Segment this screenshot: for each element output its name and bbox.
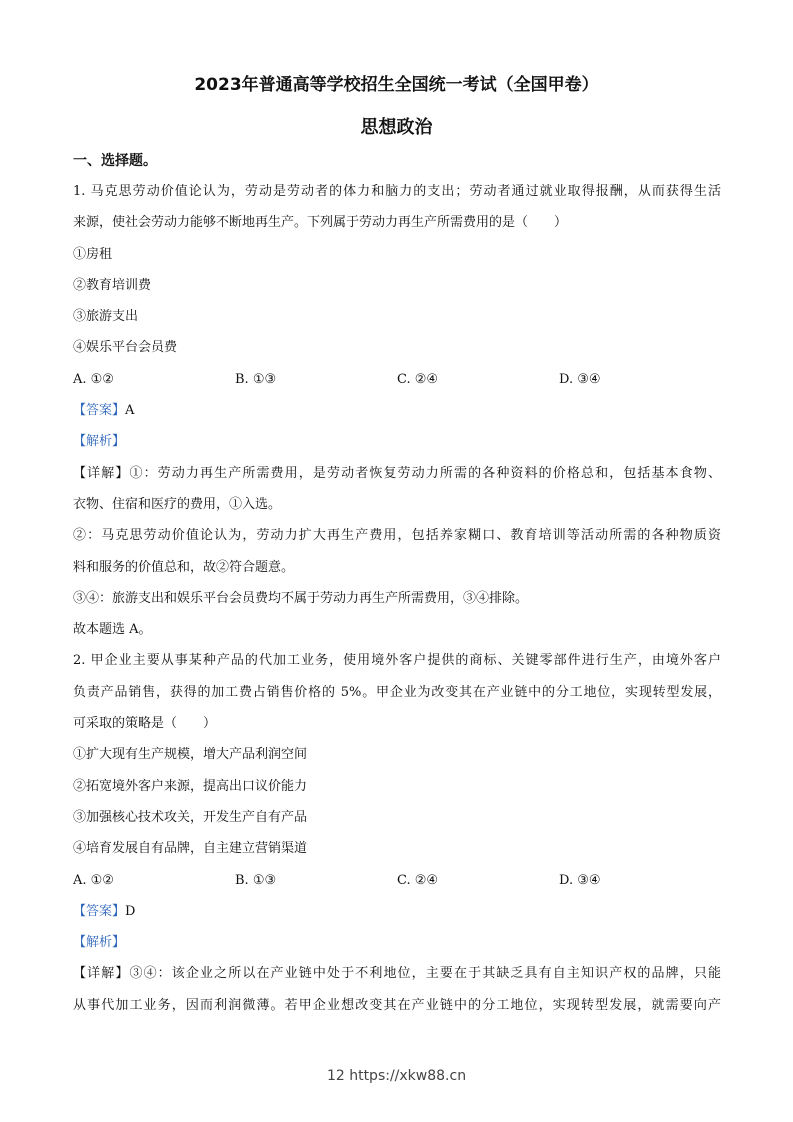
q2-answer-tag: 【答案】 — [73, 903, 126, 919]
q2-answer-value: D — [125, 903, 136, 919]
q1-item-4: ④娱乐平台会员费 — [73, 340, 178, 356]
q2-stem-line-2: 负责产品销售，获得的加工费占销售价格的 5%。甲企业为改变其在产业链中的分工地位，实现转型发展， — [73, 684, 721, 700]
q2-item-4: ④培育发展自有品牌，自主建立营销渠道 — [73, 841, 308, 857]
q2-item-3: ③加强核心技术攻关，开发生产自有产品 — [73, 809, 308, 825]
q2-option-d: D. ③④ — [559, 872, 601, 888]
q1-detail-line-4: 料和服务的价值总和，故②符合题意。 — [73, 559, 295, 575]
q2-detail-text-1: ③④：该企业之所以在产业链中处于不利地位，主要在于其缺乏具有自主知识产权的品牌，只能 — [129, 966, 721, 982]
q1-detail-line-1 — [73, 458, 721, 489]
q1-option-d: D. ③④ — [559, 371, 601, 387]
q1-stem-line-1: 1. 马克思劳动价值论认为，劳动是劳动者的体力和脑力的支出；劳动者通过就业取得报酬，从而获得生活 — [73, 184, 721, 199]
q1-detail-line-3: ②：马克思劳动价值论认为，劳动力扩大再生产费用，包括养家糊口、教育培训等活动所需的各种物质资 — [73, 528, 721, 544]
q1-answer-value: A — [125, 403, 135, 419]
q1-detail-text-1: ①：劳动力再生产所需费用，是劳动者恢复劳动力所需的各种资料的价格总和，包括基本食物、 — [129, 465, 721, 481]
q2-detail-line-1 — [73, 958, 721, 989]
q1-answer — [73, 395, 721, 426]
q1-option-c: C. ②④ — [397, 371, 439, 387]
q1-item-3: ③旅游支出 — [73, 309, 139, 325]
q1-conclusion: 故本题选 A。 — [73, 622, 152, 638]
q2-answer — [73, 896, 721, 927]
q2-option-b: B. ①③ — [235, 872, 277, 888]
q1-stem-line-2: 来源，使社会劳动力能够不断地再生产。下列属于劳动力再生产所需费用的是（ ） — [73, 215, 568, 231]
q1-detail-tag: 【详解】 — [73, 465, 130, 481]
q2-item-2: ②拓宽境外客户来源，提高出口议价能力 — [73, 778, 308, 794]
q1-answer-tag: 【答案】 — [73, 403, 126, 419]
document-body — [73, 176, 721, 1021]
q1-option-b: B. ①③ — [235, 371, 277, 387]
q1-detail-line-2: 衣物、住宿和医疗的费用，①入选。 — [73, 496, 282, 512]
section-heading: 一、选择题。 — [73, 153, 157, 169]
q1-detail-line-5: ③④：旅游支出和娱乐平台会员费均不属于劳动力再生产所需费用，③④排除。 — [73, 590, 529, 606]
q1-item-1: ①房租 — [73, 246, 113, 262]
q2-options — [73, 865, 721, 896]
q2-detail-tag: 【详解】 — [73, 966, 130, 982]
exam-title: 2023年普通高等学校招生全国统一考试（全国甲卷） — [194, 75, 599, 95]
page-footer[interactable]: 12 https://xkw88.cn — [326, 1068, 467, 1084]
q2-stem-line-1: 2. 甲企业主要从事某种产品的代加工业务，使用境外客户提供的商标、关键零部件进行生产，由境外客户 — [73, 653, 721, 669]
q2-option-a: A. ①② — [73, 872, 114, 888]
q2-analysis-tag: 【解析】 — [73, 935, 126, 951]
q1-options — [73, 364, 721, 395]
q2-detail-line-2: 从事代加工业务，因而利润微薄。若甲企业想改变其在产业链中的分工地位，实现转型发展，就需要向产 — [73, 997, 721, 1013]
q2-stem-line-3: 可采取的策略是（ ） — [73, 716, 217, 732]
q1-analysis-tag: 【解析】 — [73, 434, 126, 450]
q1-option-a: A. ①② — [73, 371, 114, 387]
q2-option-c: C. ②④ — [397, 872, 439, 888]
q2-item-1: ①扩大现有生产规模，增大产品利润空间 — [73, 747, 308, 763]
q1-item-2: ②教育培训费 — [73, 277, 152, 293]
subject-title: 思想政治 — [360, 117, 433, 138]
